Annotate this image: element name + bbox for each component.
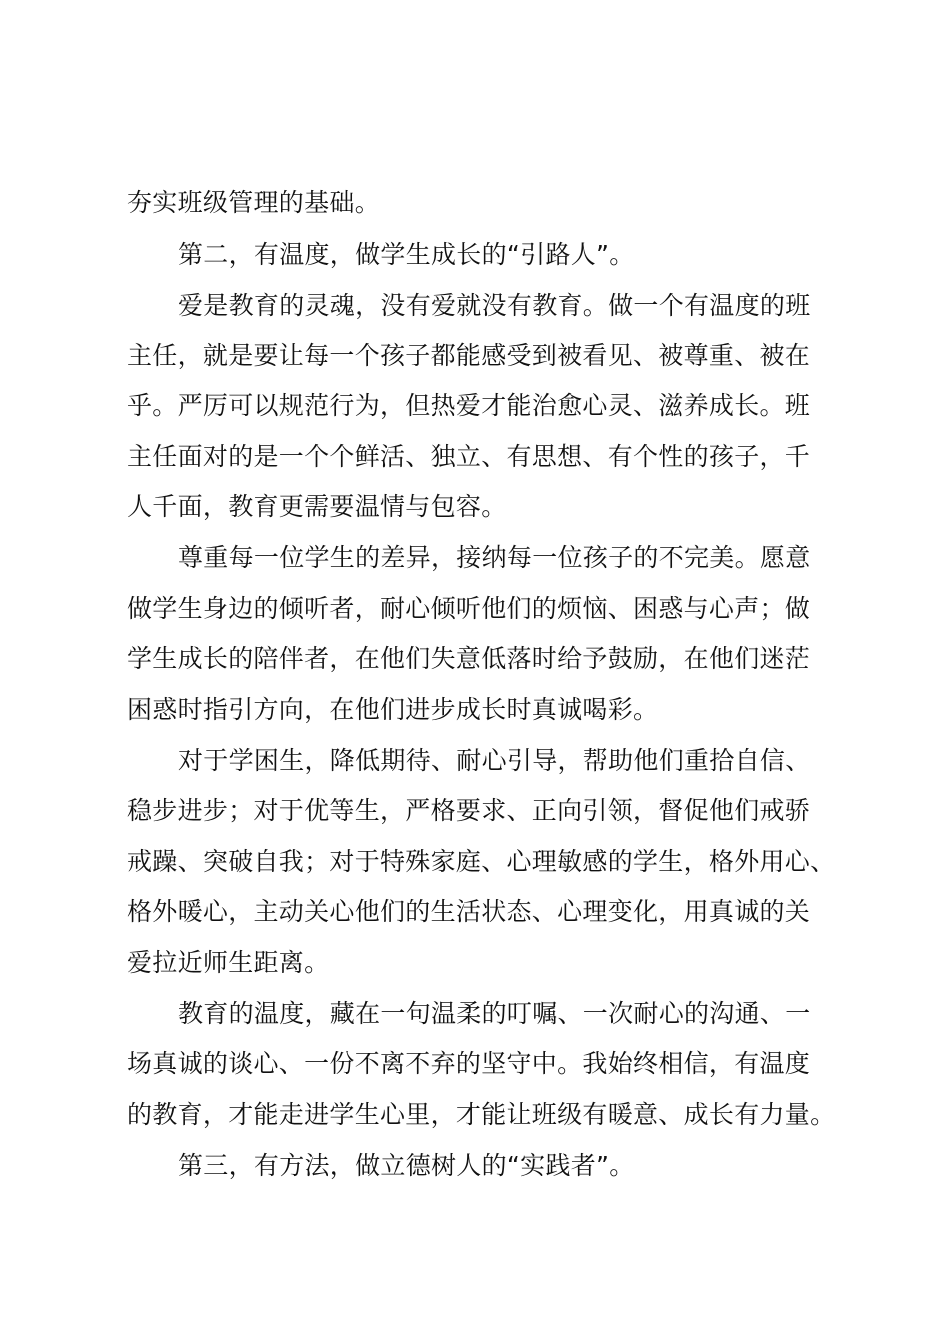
text-line-7: 人千面，教育更需要温情与包容。 <box>127 492 507 521</box>
text-line-11: 困惑时指引方向，在他们进步成长时真诚喝彩。 <box>127 695 659 724</box>
section-heading-3: 第三，有方法，做立德树人的“实践者”。 <box>178 1151 635 1180</box>
text-line-3: 爱是教育的灵魂，没有爱就没有教育。做一个有温度的班 <box>178 291 811 320</box>
text-line-4: 主任，就是要让每一个孩子都能感受到被看见、被尊重、被在 <box>127 341 811 370</box>
text-line-19: 的教育，才能走进学生心里，才能让班级有暖意、成长有力量。 <box>127 1100 836 1129</box>
text-line-1: 夯实班级管理的基础。 <box>127 188 381 217</box>
text-line-12: 对于学困生，降低期待、耐心引导，帮助他们重拾自信、 <box>178 746 811 775</box>
text-line-8: 尊重每一位学生的差异，接纳每一位孩子的不完美。愿意 <box>178 543 811 572</box>
text-line-15: 格外暖心，主动关心他们的生活状态、心理变化，用真诚的关 <box>127 897 811 926</box>
text-line-17: 教育的温度，藏在一句温柔的叮嘱、一次耐心的沟通、一 <box>178 999 811 1028</box>
text-line-9: 做学生身边的倾听者，耐心倾听他们的烦恼、困惑与心声；做 <box>127 594 811 623</box>
text-line-14: 戒躁、突破自我；对于特殊家庭、心理敏感的学生，格外用心、 <box>127 847 836 876</box>
text-line-10: 学生成长的陪伴者，在他们失意低落时给予鼓励，在他们迷茫 <box>127 644 811 673</box>
text-line-5: 乎。严厉可以规范行为，但热爱才能治愈心灵、滋养成长。班 <box>127 391 811 420</box>
text-line-16: 爱拉近师生距离。 <box>127 948 330 977</box>
text-line-18: 场真诚的谈心、一份不离不弃的坚守中。我始终相信，有温度 <box>127 1049 811 1078</box>
section-heading-2: 第二，有温度，做学生成长的“引路人”。 <box>178 240 635 269</box>
text-line-13: 稳步进步；对于优等生，严格要求、正向引领，督促他们戒骄 <box>127 796 811 825</box>
text-line-6: 主任面对的是一个个鲜活、独立、有思想、有个性的孩子，千 <box>127 442 811 471</box>
